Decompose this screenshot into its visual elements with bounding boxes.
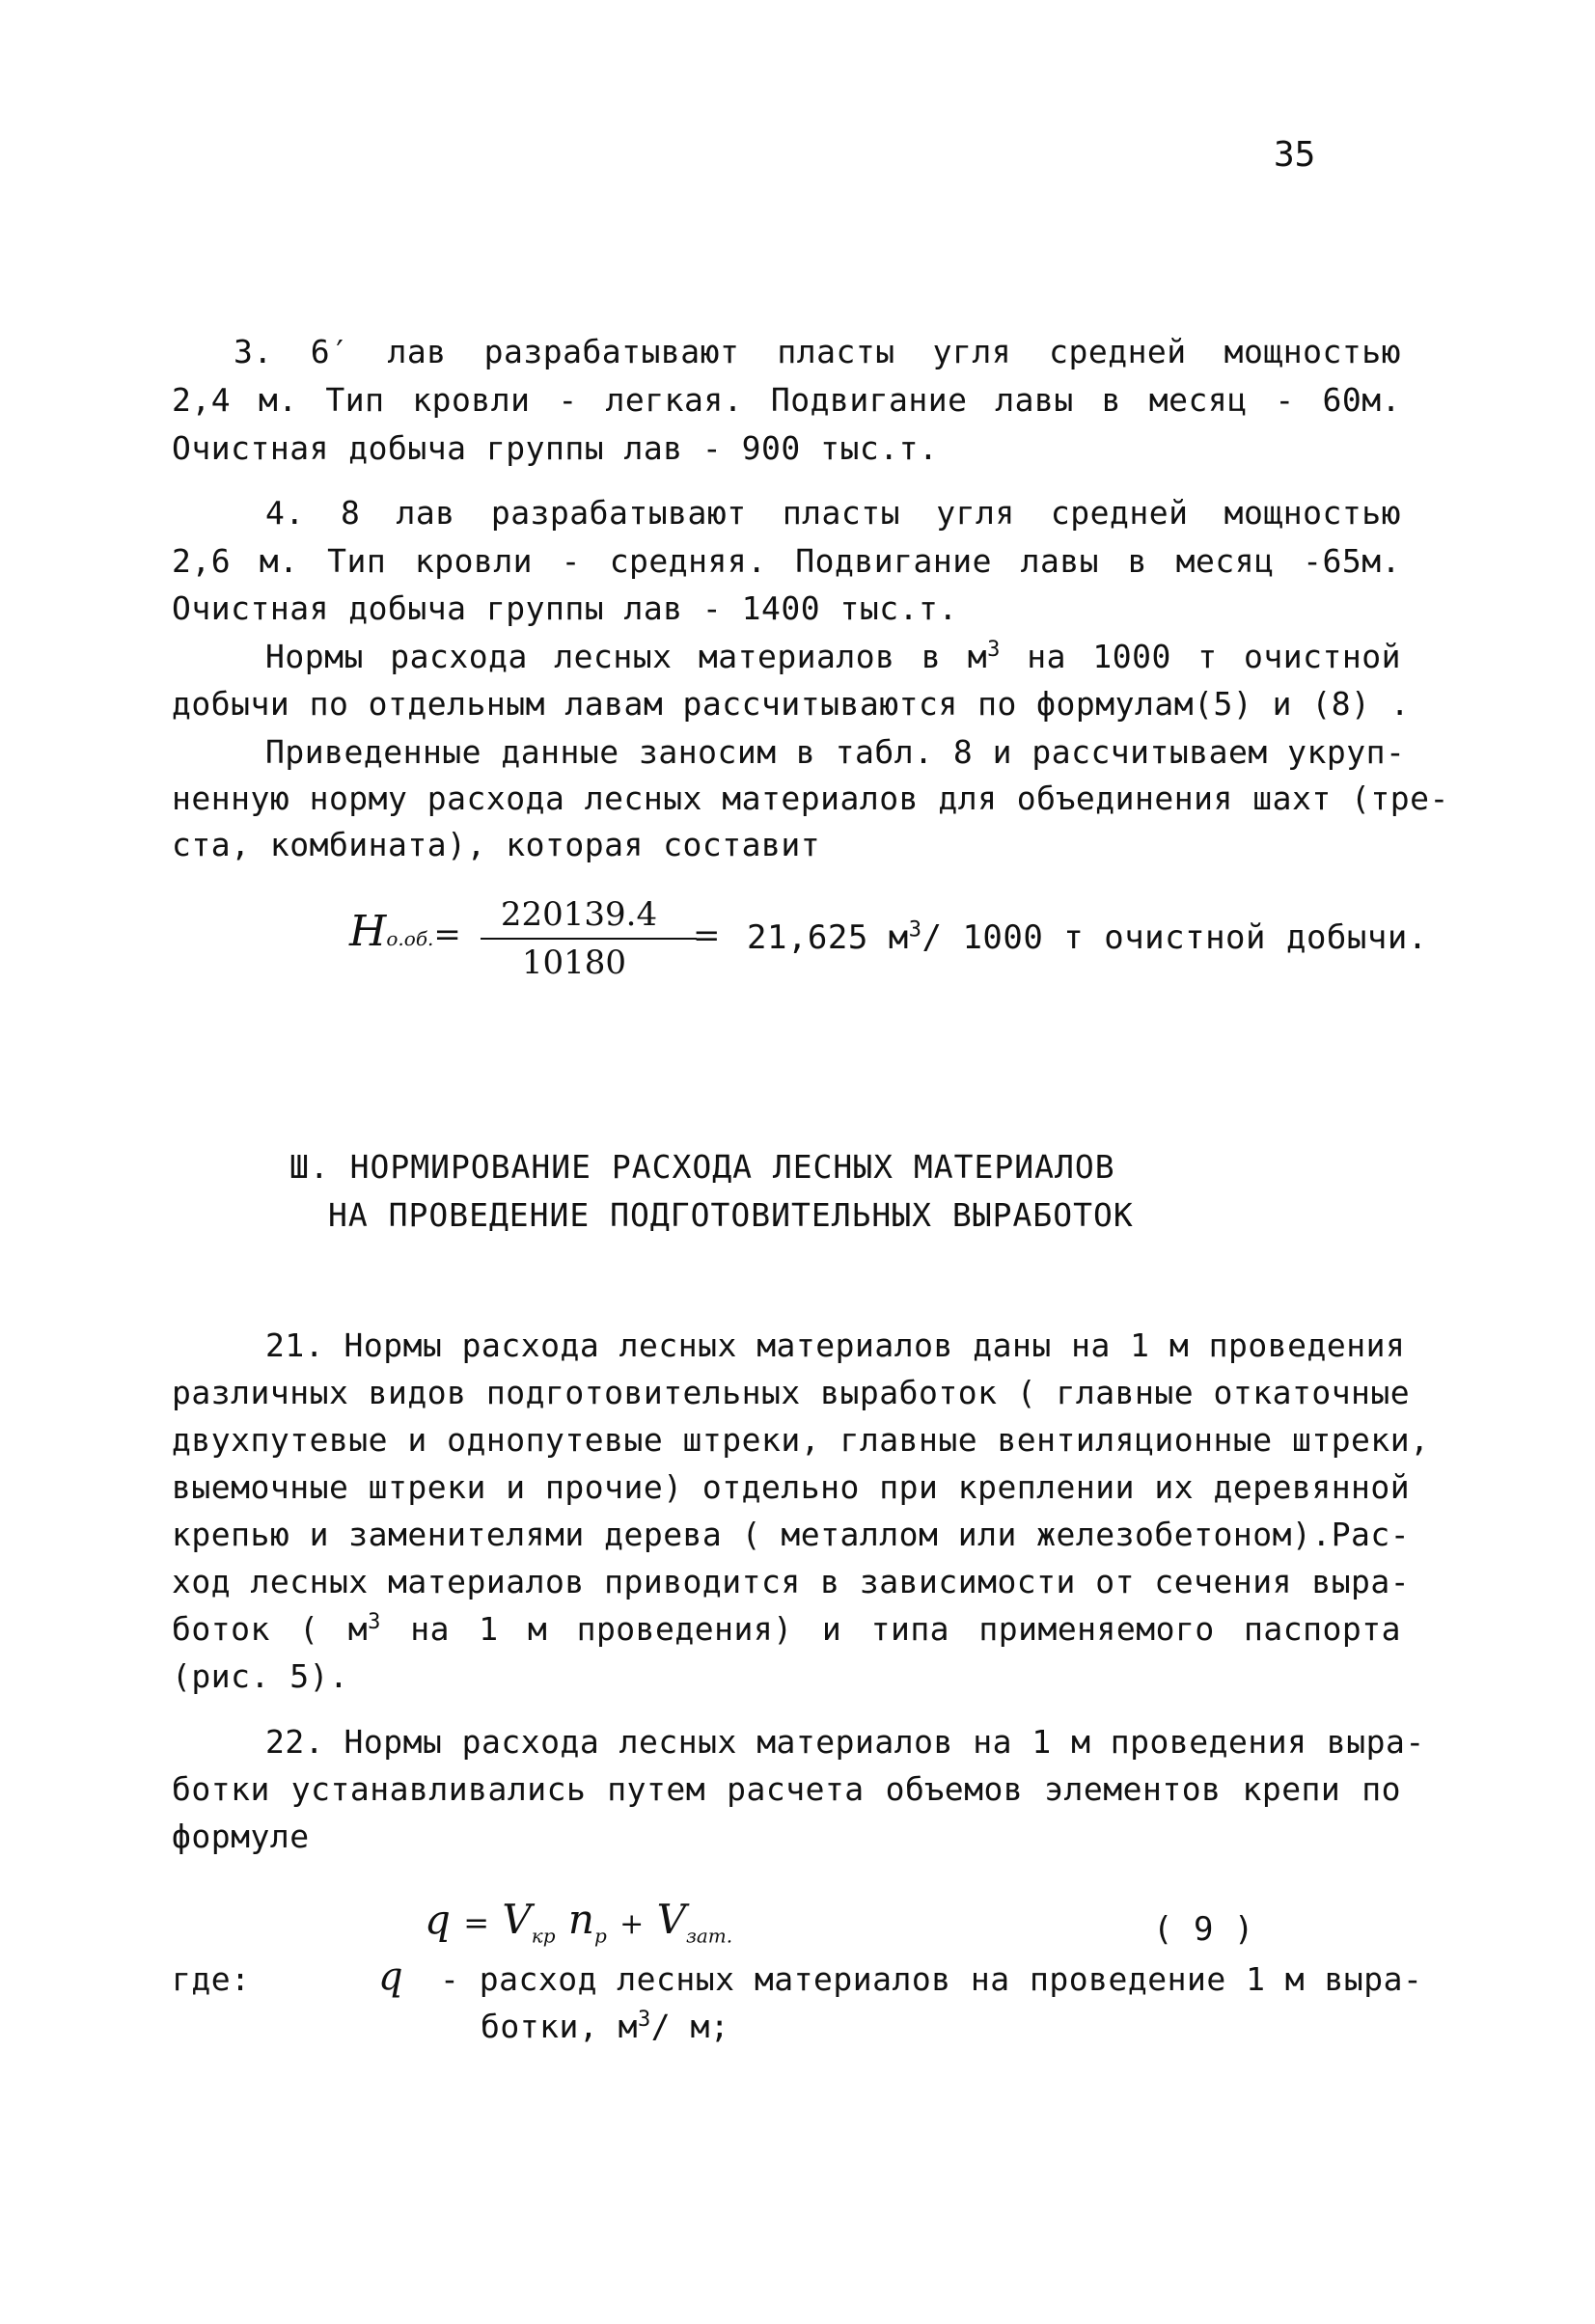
item21-line5: крепью и заменителями дерева ( металлом или железобетоном).Рас- xyxy=(172,1516,1411,1553)
formula2-eq: = xyxy=(463,1904,490,1941)
where-line2-sup: 3 xyxy=(637,2008,651,2032)
norms-line1 xyxy=(265,638,1401,675)
item21-line2: различных видов подготовительных выработок ( главные откаточные xyxy=(172,1374,1411,1411)
section-heading-line1: Ш. НОРМИРОВАНИЕ РАСХОДА ЛЕСНЫХ МАТЕРИАЛОВ xyxy=(289,1148,1115,1186)
where-label: где: xyxy=(172,1960,251,1998)
item3-line3: Очистная добыча группы лав - 900 тыс.т. xyxy=(172,429,939,467)
aggregated-line2: ненную норму расхода лесных материалов для объединения шахт (тре- xyxy=(172,779,1449,817)
formula1-lhs xyxy=(349,907,461,956)
item22-line3: формуле xyxy=(172,1818,310,1855)
page-number: 35 xyxy=(1274,135,1316,175)
where-line2-pre: ботки, м xyxy=(481,2008,638,2045)
formula1-fraction-bar xyxy=(481,938,697,940)
item21-line6: ход лесных материалов приводится в зависимости от сечения выра- xyxy=(172,1563,1411,1600)
item21-line7-pre: боток ( м xyxy=(172,1610,369,1648)
where-line1: - расход лесных материалов на проведение 1 м выра- xyxy=(440,1960,1423,1998)
item22-line2: ботки устанавливались путем расчета объемов элементов крепи по xyxy=(172,1770,1401,1808)
item21-line7-sup: 3 xyxy=(368,1610,381,1634)
formula1-numerator: 220139.4 xyxy=(500,895,658,934)
norms-line2: добычи по отдельным лавам рассчитываются по формулам(5) и (8) . xyxy=(172,685,1411,723)
where-line2 xyxy=(481,2008,729,2045)
formula1-denominator: 10180 xyxy=(521,943,627,982)
where-line2-post: / м; xyxy=(650,2008,730,2045)
formula2-n-sub: р xyxy=(593,1924,607,1948)
item21-line4: выемочные штреки и прочие) отдельно при креплении их деревянной xyxy=(172,1468,1411,1506)
item4-line3: Очистная добыча группы лав - 1400 тыс.т. xyxy=(172,589,958,627)
item3-line1: 3. 6′ лав разрабатывают пласты угля средней мощностью xyxy=(234,333,1401,370)
norms-line1-post: на 1000 т очистной xyxy=(1000,638,1401,675)
formula2-plus: + xyxy=(619,1907,645,1941)
item21-line8: (рис. 5). xyxy=(172,1657,349,1695)
formula1-result-pre: 21,625 м xyxy=(747,918,909,957)
item3-line2: 2,4 м. Тип кровли - легкая. Подвигание лавы в месяц - 60м. xyxy=(172,381,1401,419)
formula1-result-sup: 3 xyxy=(908,917,922,943)
formula2-v2: V xyxy=(656,1896,686,1943)
formula2-number: ( 9 ) xyxy=(1153,1910,1254,1949)
formula2-q: q xyxy=(425,1896,451,1943)
formula2-v2-sub: зат. xyxy=(685,1924,733,1948)
item22-line1: 22. Нормы расхода лесных материалов на 1 м проведения выра- xyxy=(265,1723,1425,1761)
item21-line7 xyxy=(172,1610,1401,1648)
section-heading-line2: НА ПРОВЕДЕНИЕ ПОДГОТОВИТЕЛЬНЫХ ВЫРАБОТОК xyxy=(328,1196,1134,1234)
item21-line7-post: на 1 м проведения) и типа применяемого паспорта xyxy=(380,1610,1401,1648)
formula1-eq2: = xyxy=(693,916,721,955)
item4-line1: 4. 8 лав разрабатывают пласты угля средней мощностью xyxy=(265,494,1401,532)
norms-line1-pre: Нормы расхода лесных материалов в м xyxy=(265,638,988,675)
formula2-v1-sub: кр xyxy=(531,1924,556,1948)
formula1-result-post: / 1000 т очистной добычи. xyxy=(921,918,1428,957)
formula1-lhs-sub: о.об. xyxy=(386,927,434,950)
norms-line1-sup: 3 xyxy=(987,638,1001,662)
aggregated-line1: Приведенные данные заносим в табл. 8 и рассчитываем укруп- xyxy=(265,733,1406,771)
item21-line3: двухпутевые и однопутевые штреки, главные вентиляционные штреки, xyxy=(172,1421,1430,1459)
item21-line1: 21. Нормы расхода лесных материалов даны на 1 м проведения xyxy=(265,1326,1406,1364)
formula2-n: n xyxy=(567,1896,594,1943)
formula2 xyxy=(425,1896,733,1948)
formula1-result xyxy=(747,918,1428,957)
formula1-lhs-main: Н xyxy=(349,907,387,956)
formula1-eq: = xyxy=(433,916,461,954)
aggregated-line3: ста, комбината), которая составит xyxy=(172,826,821,863)
formula2-v1: V xyxy=(502,1896,532,1943)
item4-line2: 2,6 м. Тип кровли - средняя. Подвигание лавы в месяц -65м. xyxy=(172,542,1401,580)
where-symbol: q xyxy=(378,1955,403,1999)
